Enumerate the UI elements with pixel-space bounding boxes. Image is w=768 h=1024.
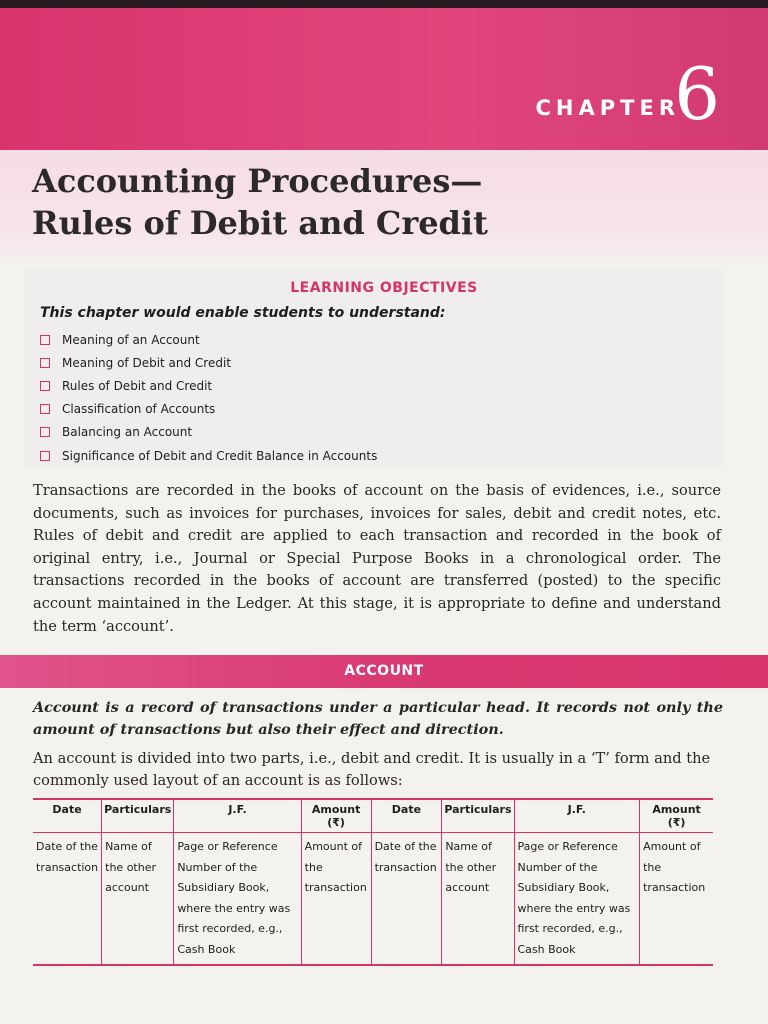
chapter-label: CHAPTER xyxy=(535,96,680,120)
objective-item xyxy=(40,374,377,397)
account-definition: Account is a record of transactions under a particular head. It records not only the amount of transactions but also their effect and direction. xyxy=(33,699,723,738)
chapter-title-line-1: Accounting Procedures— xyxy=(32,162,483,200)
objective-item xyxy=(40,444,377,467)
cell-particulars: Name of the other account xyxy=(442,833,514,966)
header-particulars: Particulars xyxy=(102,799,174,833)
header-date: Date xyxy=(371,799,442,833)
objective-item xyxy=(40,398,377,421)
checkbox-icon xyxy=(40,335,50,345)
chapter-number: 6 xyxy=(674,52,720,136)
learning-objectives-heading: LEARNING OBJECTIVES xyxy=(290,280,478,296)
objective-text: Rules of Debit and Credit xyxy=(62,378,213,393)
objective-text: Significance of Debit and Credit Balance in Accounts xyxy=(62,448,378,463)
objective-item xyxy=(40,328,377,351)
table-row xyxy=(33,833,713,966)
header-jf: J.F. xyxy=(174,799,301,833)
cell-particulars: Name of the other account xyxy=(102,833,174,966)
objective-item xyxy=(40,351,377,374)
account-layout-paragraph: An account is divided into two parts, i.e., debit and credit. It is usually in a ‘T’ form and the commonly used layout of an account is as follows: xyxy=(33,750,711,789)
checkbox-icon xyxy=(40,404,50,414)
cell-amount: Amount of the transaction xyxy=(640,833,713,966)
table-header-row xyxy=(33,799,713,833)
cell-date: Date of the transaction xyxy=(371,833,442,966)
chapter-title xyxy=(32,160,488,244)
checkbox-icon xyxy=(40,427,50,437)
header-particulars: Particulars xyxy=(442,799,514,833)
objective-text: Balancing an Account xyxy=(62,425,193,440)
cell-jf: Page or Reference Number of the Subsidiary Book, where the entry was first recorded, e.g., Cash Book xyxy=(174,833,301,966)
chapter-header-band xyxy=(0,8,768,158)
learning-objectives-list xyxy=(40,328,377,467)
checkbox-icon xyxy=(40,451,50,461)
objective-text: Meaning of Debit and Credit xyxy=(62,355,232,370)
checkbox-icon xyxy=(40,381,50,391)
cell-amount: Amount of the transaction xyxy=(301,833,371,966)
objective-item xyxy=(40,421,377,444)
account-section-heading: ACCOUNT xyxy=(344,663,424,679)
header-amount: Amount (₹) xyxy=(301,799,371,833)
header-date: Date xyxy=(33,799,102,833)
learning-objectives-intro: This chapter would enable students to understand: xyxy=(40,305,446,321)
objective-text: Meaning of an Account xyxy=(62,332,200,347)
header-jf: J.F. xyxy=(514,799,640,833)
cell-jf: Page or Reference Number of the Subsidiary Book, where the entry was first recorded, e.g., Cash Book xyxy=(514,833,640,966)
intro-paragraph: Transactions are recorded in the books of account on the basis of evidences, i.e., source documents, such as invoices for purchases, invoices for sales, debit and credit notes, etc. Rules of debit and credit are applied to each transaction and recorded in the book of original entry, i.e., Journal or Special Purpose Books in a chronological order. The transactions recorded in the books of account are transferred (posted) to the specific account maintained in the Ledger. At this stage, it is appropriate to define and understand the term ‘account’. xyxy=(33,482,721,635)
objective-text: Classification of Accounts xyxy=(62,402,216,417)
checkbox-icon xyxy=(40,358,50,368)
account-layout-table xyxy=(33,798,713,966)
header-amount: Amount (₹) xyxy=(640,799,713,833)
cell-date: Date of the transaction xyxy=(33,833,102,966)
chapter-title-line-2: Rules of Debit and Credit xyxy=(32,204,488,242)
